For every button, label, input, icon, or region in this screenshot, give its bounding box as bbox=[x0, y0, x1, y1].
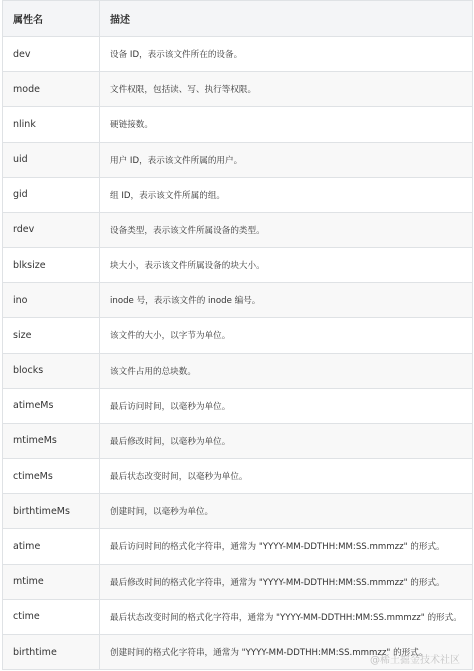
table-row bbox=[3, 72, 473, 107]
property-name: rdev bbox=[3, 212, 100, 247]
property-name: mtimeMs bbox=[3, 423, 100, 458]
table-row bbox=[3, 248, 473, 283]
header-description: 描述 bbox=[100, 1, 473, 37]
watermark: @稀土掘金技术社区 bbox=[370, 655, 460, 666]
property-name: size bbox=[3, 318, 100, 353]
property-description: 最后访问时间的格式化字符串，通常为 "YYYY-MM-DDTHH:MM:SS.mmmzz" 的形式。 bbox=[100, 529, 473, 564]
table-row bbox=[3, 107, 473, 142]
property-name: atime bbox=[3, 529, 100, 564]
property-name: blksize bbox=[3, 248, 100, 283]
property-name: mtime bbox=[3, 564, 100, 599]
property-name: mode bbox=[3, 72, 100, 107]
property-description: 设备 ID，表示该文件所在的设备。 bbox=[100, 37, 473, 72]
property-description: inode 号，表示该文件的 inode 编号。 bbox=[100, 283, 473, 318]
table-row bbox=[3, 177, 473, 212]
table-row bbox=[3, 142, 473, 177]
table-row bbox=[3, 459, 473, 494]
properties-table bbox=[2, 0, 473, 670]
property-description: 最后访问时间，以毫秒为单位。 bbox=[100, 388, 473, 423]
property-name: blocks bbox=[3, 353, 100, 388]
property-name: uid bbox=[3, 142, 100, 177]
table-row bbox=[3, 318, 473, 353]
property-name: dev bbox=[3, 37, 100, 72]
property-description: 设备类型，表示该文件所属设备的类型。 bbox=[100, 212, 473, 247]
property-description: 组 ID，表示该文件所属的组。 bbox=[100, 177, 473, 212]
table-row bbox=[3, 494, 473, 529]
property-description: 硬链接数。 bbox=[100, 107, 473, 142]
property-description: 最后状态改变时间，以毫秒为单位。 bbox=[100, 459, 473, 494]
property-description: 创建时间，以毫秒为单位。 bbox=[100, 494, 473, 529]
table-row bbox=[3, 423, 473, 458]
property-name: nlink bbox=[3, 107, 100, 142]
property-name: ctimeMs bbox=[3, 459, 100, 494]
property-name: ino bbox=[3, 283, 100, 318]
table-row bbox=[3, 353, 473, 388]
property-description: 该文件的大小，以字节为单位。 bbox=[100, 318, 473, 353]
header-property-name: 属性名 bbox=[3, 1, 100, 37]
table-row bbox=[3, 212, 473, 247]
property-description: 最后状态改变时间的格式化字符串，通常为 "YYYY-MM-DDTHH:MM:SS.mmmzz" 的形式。 bbox=[100, 599, 473, 634]
property-description: 文件权限，包括读、写、执行等权限。 bbox=[100, 72, 473, 107]
property-name: atimeMs bbox=[3, 388, 100, 423]
table-row bbox=[3, 37, 473, 72]
table-row bbox=[3, 283, 473, 318]
property-description: 创建时间的格式化字符串，通常为 "YYYY-MM-DDTHH:MM:SS.mmmzz" 的形式。 bbox=[100, 634, 473, 669]
property-name: birthtime bbox=[3, 634, 100, 669]
property-name: ctime bbox=[3, 599, 100, 634]
property-name: gid bbox=[3, 177, 100, 212]
property-description: 用户 ID，表示该文件所属的用户。 bbox=[100, 142, 473, 177]
table-row bbox=[3, 388, 473, 423]
property-description: 块大小，表示该文件所属设备的块大小。 bbox=[100, 248, 473, 283]
property-description: 该文件占用的总块数。 bbox=[100, 353, 473, 388]
property-description: 最后修改时间，以毫秒为单位。 bbox=[100, 423, 473, 458]
table-row bbox=[3, 564, 473, 599]
table-row bbox=[3, 599, 473, 634]
table-header-row bbox=[3, 1, 473, 37]
property-name: birthtimeMs bbox=[3, 494, 100, 529]
table-row bbox=[3, 529, 473, 564]
property-description: 最后修改时间的格式化字符串，通常为 "YYYY-MM-DDTHH:MM:SS.mmmzz" 的形式。 bbox=[100, 564, 473, 599]
